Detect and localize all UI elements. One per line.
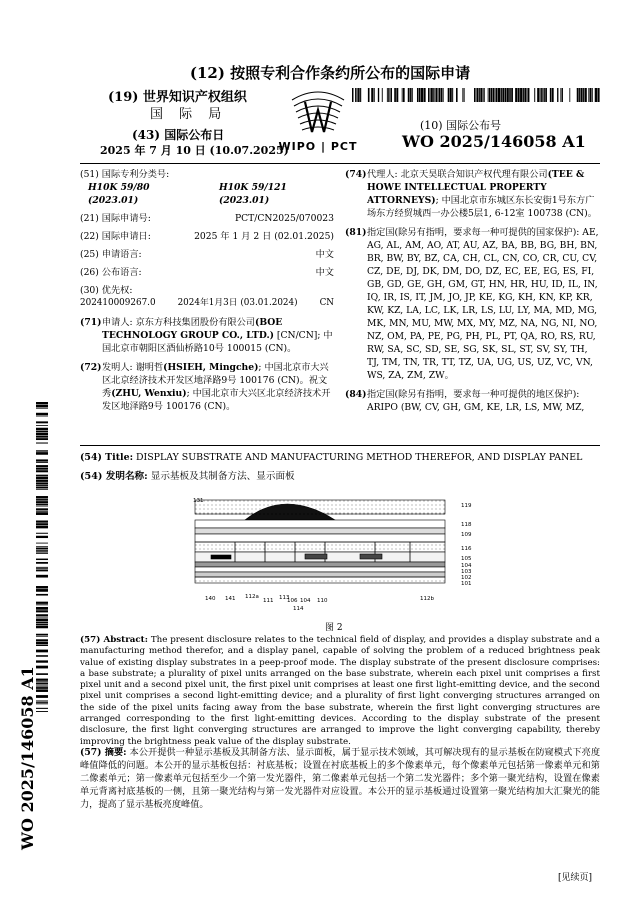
- publication-number-value: WO 2025/146058 A1: [402, 132, 586, 151]
- layer-104: [195, 562, 445, 567]
- label-103: 103: [461, 569, 472, 575]
- field-84-regional-states: 指定国(除另有指明，要求每一种可提供的地区保护): ARIPO (BW, CV, GH, GM, KE, LR, LS, MW, MZ,: [367, 389, 585, 413]
- label-119: 119: [461, 503, 472, 509]
- field-71-code: (71): [80, 317, 102, 328]
- label-140: 140: [205, 596, 216, 602]
- layer-116: [195, 542, 445, 552]
- layer-109: [195, 534, 445, 542]
- document-title: (12) 按照专利合作条约所公布的国际申请: [189, 64, 471, 82]
- label-104-right: 104: [461, 563, 472, 569]
- field-84-code: (84): [345, 389, 367, 400]
- field-72-code: (72): [80, 362, 102, 373]
- element-111: [305, 554, 327, 559]
- label-141: 141: [225, 596, 236, 602]
- office-bureau: 国 际 局: [150, 107, 228, 122]
- label-105: 105: [461, 556, 472, 562]
- layer-118b: [195, 528, 445, 534]
- field-71-applicant: 申请人: 京东方科技集团股份有限公司(BOE TECHNOLOGY GROUP CO., LTD.) [CN/CN]; 中国北京市朝阳区酒仙桥路10号 100015 (CN)。: [102, 317, 333, 354]
- field-26-label: (26) 公布语言:: [80, 267, 142, 278]
- label-111: 111: [263, 598, 274, 604]
- element-112b: [360, 554, 382, 559]
- publication-date-label: (43) 国际公布日: [132, 128, 225, 142]
- field-51-label: (51) 国际专利分类号:: [80, 169, 170, 180]
- field-51-value-2: H10K 59/121 (2023.01): [218, 182, 287, 206]
- figure-2-cross-section: [175, 492, 505, 617]
- field-22-label: (22) 国际申请日:: [80, 231, 151, 242]
- label-110: 110: [317, 598, 328, 604]
- layer-103: [195, 567, 445, 572]
- field-74-agent: 代理人: 北京天昊联合知识产权代理有限公司(TEE & HOWE INTELLECTUAL PROPERTY ATTORNEYS); 中国北京市东城区东长安街1号东方广场东方经贸城西一办公楼5层1, 6-12室 100738 (CN)。: [367, 169, 597, 219]
- header-divider: [80, 163, 600, 164]
- field-21-value: PCT/CN2025/070023: [234, 213, 334, 224]
- label-113: 113: [279, 595, 290, 601]
- figure-caption: 图 2: [325, 623, 343, 633]
- field-30-date: 2024年1月3日 (03.01.2024): [177, 298, 298, 308]
- label-118: 118: [461, 522, 472, 528]
- title-chinese: (54) 发明名称: 显示基板及其制备方法、显示面板: [80, 471, 295, 482]
- field-21-label: (21) 国际申请号:: [80, 213, 151, 224]
- label-116: 116: [461, 546, 472, 552]
- label-106: 106: [287, 598, 298, 604]
- label-114: 114: [293, 606, 304, 612]
- field-72-inventors: 发明人: 谢明哲(HSIEH, Mingche); 中国北京市大兴区北京经济技术开发区地泽路9号 100176 (CN)。祝文秀(ZHU, Wenxiu); 中国北京市大兴区北京经济技术开发区地泽路9号 100176 (CN)。: [102, 362, 331, 412]
- bibliographic-left-column: [80, 168, 334, 413]
- field-30-label: (30) 优先权:: [80, 285, 133, 296]
- field-81-designated-states: 指定国(除另有指明，要求每一种可提供的国家保护): AE, AG, AL, AM, AO, AT, AU, AZ, BA, BB, BG, BH, BN, BR, BW, BY, BZ, CA, CH, CL, CN, CO, CR, CU, CV, CZ, DE, DJ, DK, DM, DO, DZ, EC, EE, EG, ES, FI, GB, GD, GE, GH, GM, GT, HN, HR, HU, ID, IL, IN, IQ, IR, IS, IT, JM, JO, JP, KE, KG, KH, KN, KP, KR, KW, KZ, LA, LC, LK, LR, LS, LU, LY, MA, MD, MG, MK, MN, MU, MW, MX, MY, MZ, NA, NG, NI, NO, NZ, OM, PA, PE, PG, PH, PL, PT, QA, RO, RS, RU, RW, SA, SC, SD, SE, SG, SK, SL, ST, SV, SY, TH, TJ, TM, TN, TR, TT, TZ, UA, UG, US, UZ, VC, VN, WS, ZA, ZM, ZW。: [367, 227, 599, 381]
- publication-date-value: 2025 年 7 月 10 日 (10.07.2025): [100, 144, 289, 157]
- label-101: 101: [461, 581, 472, 587]
- label-112a: 112a: [245, 594, 259, 600]
- field-26-value: 中文: [315, 267, 334, 278]
- element-140: [211, 555, 231, 559]
- layer-101: [195, 577, 445, 583]
- field-25-value: 中文: [315, 249, 334, 260]
- office-name: (19) 世界知识产权组织: [108, 90, 247, 105]
- abstract-chinese: (57) 摘要: 本公开提供一种显示基板及其制备方法、显示面板，属于显示技术领域，其可解决现有的显示基板在防窥模式下亮度峰值降低的问题。本公开的显示基板包括：衬底基板；设置在衬底基板上的多个像素单元，每个像素单元包括第一像素单元和第二像素单元；第一像素单元包括至少一个第一发光器件，第二像素单元包括一个第二发光器件；多个第一聚光结构，设置在像素单元背离衬底基板的一侧，且第一聚光结构与第一发光器件对应设置。本公开的显示基板通过设置第一聚光结构加大汇聚光的能力，提高了显示基板亮度峰值。: [80, 747, 601, 810]
- titles-divider: [80, 445, 600, 446]
- publication-number-label: (10) 国际公布号: [420, 119, 502, 132]
- bibliographic-right-column: [345, 168, 600, 414]
- wipo-logo-text: WIPO | PCT: [278, 140, 358, 153]
- continued-marker: [见续页]: [558, 873, 593, 883]
- field-51-value-1: H10K 59/80 (2023.01): [88, 182, 150, 206]
- label-102: 102: [461, 575, 472, 581]
- field-81-code: (81): [345, 227, 367, 238]
- field-25-label: (25) 申请语言:: [80, 249, 142, 260]
- field-30-country: CN: [319, 298, 334, 308]
- side-publication-number: WO 2025/146058 A1: [18, 666, 37, 850]
- field-30-number: 202410009267.0: [80, 298, 156, 308]
- label-131: 131: [193, 498, 204, 504]
- title-english: (54) Title: DISPLAY SUBSTRATE AND MANUFACTURING METHOD THEREFOR, AND DISPLAY PANEL: [80, 452, 583, 463]
- label-104-bottom: 104: [300, 598, 311, 604]
- abstract-english: (57) Abstract: The present disclosure relates to the technical field of display, and provides a display substrate and a manufacturing method therefor, and a display panel, capable of solving the problem of a reduced brightness peak value of existing display substrates in a peep-proof mode. The display substrate of the present disclosure comprises: a base substrate; a plurality of pixel units arranged on the base substrate, wherein each pixel unit comprises a first pixel unit and a second pixel unit, the first pixel unit comprises at least one first light-emitting device, and the second pixel unit comprises a second light-emitting device; and a plurality of first light converging structures arranged on the side of the pixel units facing away from the base substrate, wherein the first light converging structures are arranged corresponding to the first light-emitting devices. According to the display substrate of the present disclosure, the first light converging structures are arranged to improve the light converging capability, thereby improving the brightness peak value of the display substrate.: [80, 635, 600, 747]
- label-112b: 112b: [420, 596, 434, 602]
- field-74-code: (74): [345, 169, 367, 180]
- field-22-value: 2025 年 1 月 2 日 (02.01.2025): [194, 231, 334, 242]
- layer-102: [195, 572, 445, 577]
- label-109: 109: [461, 532, 472, 538]
- layer-118a: [195, 520, 445, 528]
- top-barcode: [352, 88, 600, 102]
